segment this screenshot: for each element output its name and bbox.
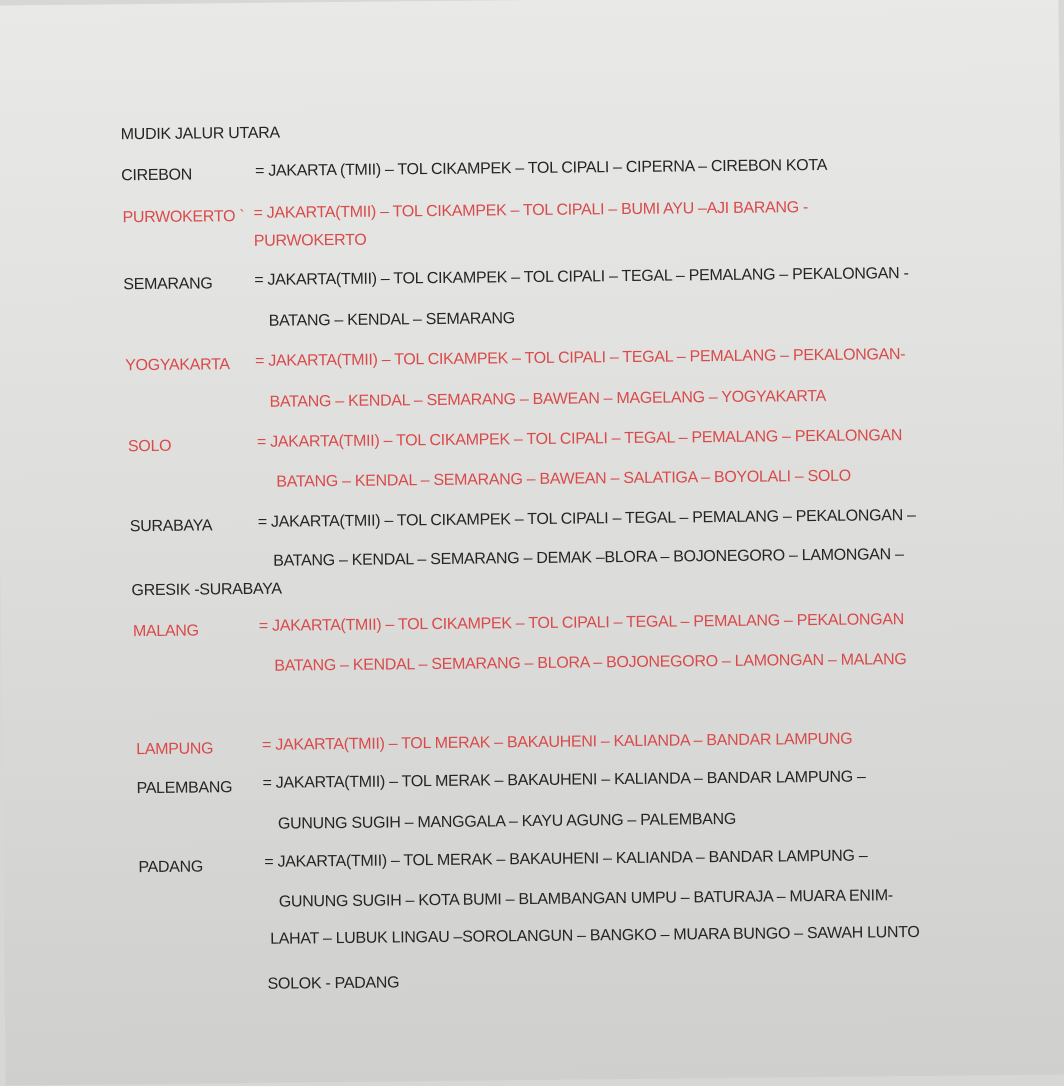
city-label: MALANG (132, 622, 199, 641)
city-label: YOGYAKARTA (125, 356, 230, 375)
city-label: LAMPUNG (136, 740, 214, 759)
route-line: BATANG – KENDAL – SEMARANG – BAWEAN – SALATIGA – BOYOLALI – SOLO (276, 467, 851, 491)
document-title: MUDIK JALUR UTARA (120, 124, 280, 144)
city-label: SOLO (127, 437, 172, 456)
route-line: LAHAT – LUBUK LINGAU –SOROLANGUN – BANGKO – MUARA BUNGO – SAWAH LUNTO (270, 923, 920, 948)
route-line: BATANG – KENDAL – SEMARANG – BLORA – BOJONEGORO – LAMONGAN – MALANG (274, 651, 907, 675)
city-label: PADANG (138, 858, 204, 877)
route-line: = JAKARTA(TMII) – TOL MERAK – BAKAUHENI – KALIANDA – BANDAR LAMPUNG (262, 730, 853, 754)
route-line: = JAKARTA(TMII) – TOL CIKAMPEK – TOL CIPALI – TEGAL – PEMALANG – PEKALONGAN (256, 427, 903, 451)
city-label: CIREBON (121, 166, 193, 185)
route-line: BATANG – KENDAL – SEMARANG – DEMAK –BLORA – BOJONEGORO – LAMONGAN – (273, 546, 904, 570)
city-label: PURWOKERTO ` (122, 207, 245, 227)
route-line: BATANG – KENDAL – SEMARANG (268, 310, 515, 330)
route-line: = JAKARTA(TMII) – TOL MERAK – BAKAUHENI – KALIANDA – BANDAR LAMPUNG – (264, 847, 868, 871)
route-line: SOLOK - PADANG (267, 974, 400, 993)
city-label: SURABAYA (129, 517, 213, 536)
route-line: GUNUNG SUGIH – MANGGALA – KAYU AGUNG – PALEMBANG (277, 810, 737, 833)
route-line: = JAKARTA (TMII) – TOL CIKAMPEK – TOL CIPALI – CIPERNA – CIREBON KOTA (255, 156, 828, 180)
city-label: SEMARANG (123, 275, 213, 294)
route-line: = JAKARTA(TMII) – TOL CIKAMPEK – TOL CIPALI – BUMI AYU –AJI BARANG - (253, 199, 809, 222)
city-label: PALEMBANG (136, 779, 233, 798)
route-line: GUNUNG SUGIH – KOTA BUMI – BLAMBANGAN UMPU – BATURAJA – MUARA ENIM- (278, 887, 893, 911)
route-line: PURWOKERTO (253, 231, 367, 250)
route-line: = JAKARTA(TMII) – TOL MERAK – BAKAUHENI – KALIANDA – BANDAR LAMPUNG – (262, 768, 866, 792)
route-line: = JAKARTA(TMII) – TOL CIKAMPEK – TOL CIPALI – TEGAL – PEMALANG – PEKALONGAN- (255, 346, 906, 370)
route-line: = JAKARTA(TMII) – TOL CIKAMPEK – TOL CIPALI – TEGAL – PEMALANG – PEKALONGAN – (257, 506, 916, 531)
route-line: = JAKARTA(TMII) – TOL CIKAMPEK – TOL CIPALI – TEGAL – PEMALANG – PEKALONGAN (258, 611, 905, 635)
route-line: GRESIK -SURABAYA (131, 580, 282, 600)
route-line: = JAKARTA(TMII) – TOL CIKAMPEK – TOL CIPALI – TEGAL – PEMALANG – PEKALONGAN - (254, 265, 909, 289)
route-line: BATANG – KENDAL – SEMARANG – BAWEAN – MAGELANG – YOGYAKARTA (269, 387, 827, 411)
